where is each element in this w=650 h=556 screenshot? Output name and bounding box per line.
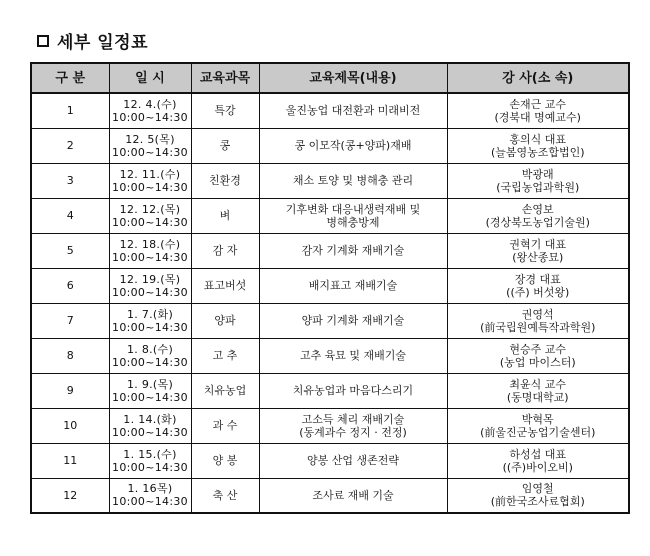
row-datetime — [109, 268, 191, 303]
row-time: 10:00~14:30 — [112, 355, 188, 369]
row-content-line: 고소득 체리 재배기술 — [301, 412, 405, 426]
table-row — [31, 128, 629, 163]
row-instructor-line: 하성섭 대표 — [509, 447, 567, 461]
row-subject: 벼 — [191, 198, 259, 233]
table-row — [31, 233, 629, 268]
row-number: 6 — [31, 268, 109, 303]
row-number: 10 — [31, 408, 109, 443]
row-number: 11 — [31, 443, 109, 478]
row-content-line: 치유농업과 마음다스리기 — [292, 384, 414, 397]
row-instructor-line: 최윤식 교수 — [509, 377, 567, 391]
row-date: 1. 14.(화) — [123, 412, 177, 426]
row-instructor-line: (경북대 명예교수) — [494, 110, 581, 124]
row-number: 8 — [31, 338, 109, 373]
row-content-line: 채소 토양 및 병해충 관리 — [292, 174, 414, 187]
schedule-table — [30, 62, 630, 514]
row-time: 10:00~14:30 — [112, 285, 188, 299]
row-datetime — [109, 408, 191, 443]
row-content-line: 감자 기계화 재배기술 — [301, 244, 405, 257]
row-instructor-line: 손재근 교수 — [509, 97, 567, 111]
table-row — [31, 198, 629, 233]
row-time: 10:00~14:30 — [112, 110, 188, 124]
row-content — [259, 233, 447, 268]
row-instructor-line: 손영보 — [521, 202, 554, 216]
table-row — [31, 373, 629, 408]
row-number: 12 — [31, 478, 109, 513]
row-instructor — [447, 233, 629, 268]
row-instructor-line: 박광래 — [521, 167, 554, 181]
row-time: 10:00~14:30 — [112, 145, 188, 159]
row-instructor-line: (농업 마이스터) — [499, 355, 576, 369]
header-subject: 교육과목 — [191, 63, 259, 93]
row-date: 12. 18.(수) — [119, 237, 181, 251]
row-content — [259, 408, 447, 443]
row-instructor — [447, 478, 629, 513]
row-date: 12. 19.(목) — [119, 272, 181, 286]
row-content-line: 배지표고 재배기술 — [308, 279, 398, 292]
row-content-line: 조사료 재배 기술 — [312, 488, 394, 502]
row-time: 10:00~14:30 — [112, 250, 188, 264]
row-time: 10:00~14:30 — [112, 320, 188, 334]
row-instructor-line: (늘봄영농조합법인) — [490, 145, 585, 159]
row-time: 10:00~14:30 — [112, 495, 188, 509]
row-datetime — [109, 373, 191, 408]
row-content-line: 병해충방제 — [326, 215, 380, 229]
row-subject: 치유농업 — [191, 373, 259, 408]
row-instructor-line: 권영석 — [521, 307, 554, 321]
row-datetime — [109, 198, 191, 233]
row-instructor-line: 현승주 교수 — [509, 342, 567, 356]
row-number: 5 — [31, 233, 109, 268]
row-content — [259, 338, 447, 373]
row-number: 3 — [31, 163, 109, 198]
row-date: 1. 16목) — [127, 482, 173, 496]
header-instructor: 강 사(소 속) — [447, 63, 629, 93]
table-row — [31, 303, 629, 338]
checkbox-square-icon — [37, 35, 49, 47]
row-subject: 친환경 — [191, 163, 259, 198]
header-content: 교육제목(내용) — [259, 63, 447, 93]
row-date: 12. 12.(목) — [119, 202, 181, 216]
table-row — [31, 338, 629, 373]
row-instructor — [447, 408, 629, 443]
row-number: 2 — [31, 128, 109, 163]
header-row — [31, 63, 629, 93]
row-instructor-line: 장경 대표 — [514, 272, 561, 286]
row-instructor — [447, 93, 629, 128]
row-subject: 감 자 — [191, 233, 259, 268]
row-number: 1 — [31, 93, 109, 128]
row-date: 1. 15.(수) — [123, 447, 177, 461]
row-date: 1. 9.(목) — [126, 377, 174, 391]
header-no: 구 분 — [31, 63, 109, 93]
row-instructor — [447, 163, 629, 198]
page-title — [37, 28, 148, 53]
row-subject: 양 봉 — [191, 443, 259, 478]
row-subject: 과 수 — [191, 408, 259, 443]
row-subject: 특강 — [191, 93, 259, 128]
row-date: 1. 8.(수) — [126, 342, 174, 356]
row-number: 9 — [31, 373, 109, 408]
row-instructor — [447, 338, 629, 373]
header-date: 일 시 — [109, 63, 191, 93]
row-date: 12. 5(목) — [125, 132, 175, 146]
row-time: 10:00~14:30 — [112, 390, 188, 404]
row-content-line: 울진농업 대전환과 미래비전 — [285, 104, 421, 118]
row-instructor — [447, 373, 629, 408]
row-instructor-line: 홍의식 대표 — [509, 132, 567, 146]
row-instructor-line: (국립농업과학원) — [496, 180, 580, 194]
row-content-line: 콩 이모작(콩+양파)재배 — [294, 139, 412, 152]
row-content-line: 고추 육묘 및 재배기술 — [299, 349, 407, 362]
table-body — [31, 93, 629, 513]
row-content — [259, 128, 447, 163]
table-row — [31, 443, 629, 478]
row-content-line: 기후변화 대응내생력재배 및 — [285, 202, 421, 216]
row-instructor-line: 권혁기 대표 — [509, 237, 567, 251]
row-subject: 축 산 — [191, 478, 259, 513]
row-number: 4 — [31, 198, 109, 233]
row-time: 10:00~14:30 — [112, 425, 188, 439]
row-content-line: 양파 기계화 재배기술 — [301, 314, 405, 327]
row-instructor-line: (왕산종묘) — [512, 250, 564, 264]
row-time: 10:00~14:30 — [112, 460, 188, 474]
table-row — [31, 268, 629, 303]
row-date: 12. 11.(수) — [119, 167, 181, 181]
row-instructor-line: (前한국조사료협회) — [490, 495, 585, 509]
row-instructor-line: 임영철 — [521, 482, 554, 496]
row-time: 10:00~14:30 — [112, 180, 188, 194]
row-date: 1. 7.(화) — [126, 307, 174, 321]
row-content-line: 양봉 산업 생존전략 — [306, 454, 399, 467]
row-instructor-line: (前국립원예특작과학원) — [480, 320, 596, 334]
table-row — [31, 408, 629, 443]
row-datetime — [109, 163, 191, 198]
table-row — [31, 163, 629, 198]
row-content — [259, 373, 447, 408]
row-instructor-line: 박혁목 — [521, 412, 554, 426]
row-instructor — [447, 303, 629, 338]
row-date: 12. 4.(수) — [123, 97, 177, 111]
row-subject: 양파 — [191, 303, 259, 338]
row-instructor — [447, 198, 629, 233]
row-datetime — [109, 303, 191, 338]
row-content — [259, 163, 447, 198]
row-subject: 고 추 — [191, 338, 259, 373]
row-datetime — [109, 443, 191, 478]
title-text: 세부 일정표 — [57, 33, 149, 53]
row-subject: 콩 — [191, 128, 259, 163]
row-instructor-line: (경상북도농업기술원) — [485, 215, 590, 229]
row-datetime — [109, 338, 191, 373]
row-datetime — [109, 128, 191, 163]
row-content — [259, 198, 447, 233]
row-datetime — [109, 233, 191, 268]
row-instructor-line: ((주)바이오비) — [502, 460, 573, 474]
row-instructor — [447, 128, 629, 163]
table-row — [31, 93, 629, 128]
table-row — [31, 478, 629, 513]
row-number: 7 — [31, 303, 109, 338]
row-content — [259, 268, 447, 303]
row-instructor — [447, 443, 629, 478]
row-time: 10:00~14:30 — [112, 215, 188, 229]
row-content — [259, 93, 447, 128]
row-instructor-line: (동명대학교) — [506, 390, 569, 404]
row-subject: 표고버섯 — [191, 268, 259, 303]
row-content — [259, 478, 447, 513]
row-content — [259, 443, 447, 478]
row-content — [259, 303, 447, 338]
row-datetime — [109, 478, 191, 513]
row-instructor — [447, 268, 629, 303]
row-content-line: (동계과수 정지 · 전정) — [299, 425, 407, 439]
row-instructor-line: (前울진군농업기술센터) — [480, 425, 596, 439]
row-datetime — [109, 93, 191, 128]
row-instructor-line: ((주) 버섯왕) — [506, 285, 570, 299]
